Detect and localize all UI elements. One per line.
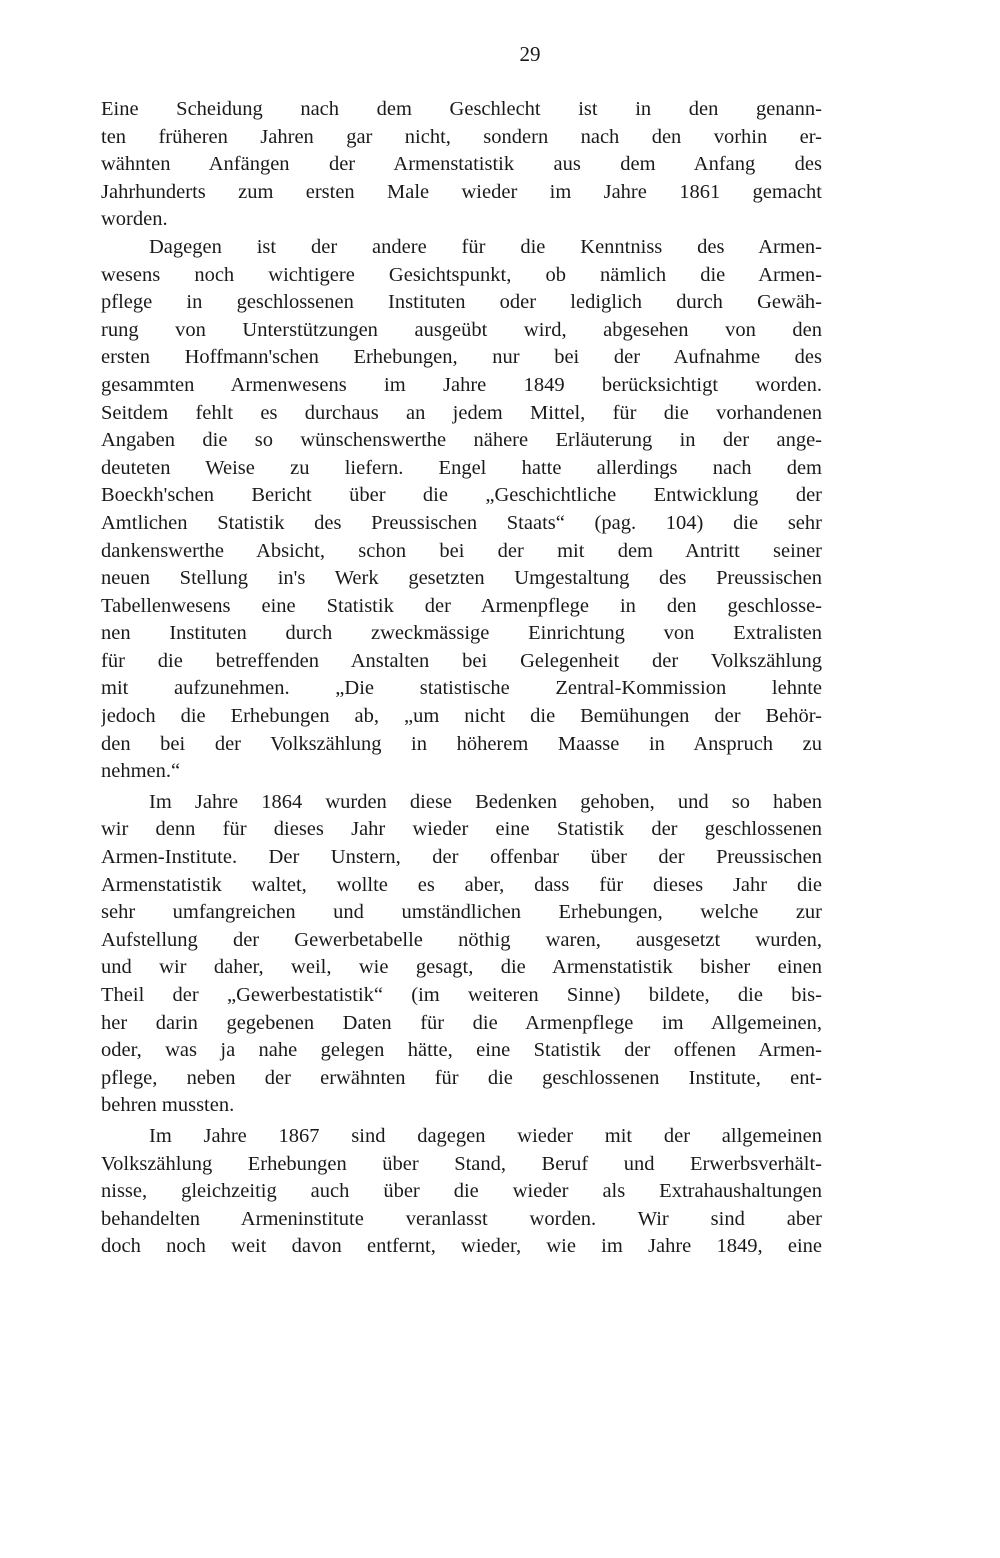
paragraph-start-line: Im Jahre 1864 wurden diese Bedenken gehoben, und so haben xyxy=(149,790,822,813)
text-line: Armen-Institute. Der Unstern, der offenbar über der Preussischen xyxy=(101,846,822,869)
text-line: ersten Hoffmann'schen Erhebungen, nur bei der Aufnahme des xyxy=(101,346,822,369)
text-line: Armenstatistik waltet, wollte es aber, dass für dieses Jahr die xyxy=(101,873,822,896)
text-line: nehmen.“ xyxy=(101,760,181,783)
text-line: den bei der Volkszählung in höherem Maasse in Anspruch zu xyxy=(101,732,822,755)
text-line: pflege, neben der erwähnten für die geschlossenen Institute, ent- xyxy=(101,1066,822,1089)
text-line: her darin gegebenen Daten für die Armenpflege im Allgemeinen, xyxy=(101,1011,822,1034)
text-line: dankenswerthe Absicht, schon bei der mit dem Antritt seiner xyxy=(101,539,822,562)
paragraph-start-line: Im Jahre 1867 sind dagegen wieder mit der allgemeinen xyxy=(149,1124,822,1147)
text-line: Aufstellung der Gewerbetabelle nöthig waren, ausgesetzt wurden, xyxy=(101,928,822,951)
text-line: und wir daher, weil, wie gesagt, die Armenstatistik bisher einen xyxy=(101,956,822,979)
text-line: deuteten Weise zu liefern. Engel hatte allerdings nach dem xyxy=(101,456,822,479)
paragraph-start-line: Dagegen ist der andere für die Kenntniss des Armen- xyxy=(149,235,822,258)
text-line: gesammten Armenwesens im Jahre 1849 berücksichtigt worden. xyxy=(101,373,822,396)
text-line: pflege in geschlossenen Instituten oder lediglich durch Gewäh- xyxy=(101,291,822,314)
text-line: neuen Stellung in's Werk gesetzten Umgestaltung des Preussischen xyxy=(101,567,822,590)
text-line: ten früheren Jahren gar nicht, sondern nach den vorhin er- xyxy=(101,125,822,148)
text-line: nen Instituten durch zweckmässige Einrichtung von Extralisten xyxy=(101,622,822,645)
text-line: behandelten Armeninstitute veranlasst worden. Wir sind aber xyxy=(101,1207,822,1230)
text-line: Eine Scheidung nach dem Geschlecht ist in den genann- xyxy=(101,98,822,120)
text-line: Amtlichen Statistik des Preussischen Staats“ (pag. 104) die sehr xyxy=(101,511,822,534)
text-line: oder, was ja nahe gelegen hätte, eine Statistik der offenen Armen- xyxy=(101,1039,822,1062)
text-line: mit aufzunehmen. „Die statistische Zentral-Kommission lehnte xyxy=(101,677,822,700)
text-line: wir denn für dieses Jahr wieder eine Statistik der geschlossenen xyxy=(101,818,822,841)
text-line: sehr umfangreichen und umständlichen Erhebungen, welche zur xyxy=(101,901,822,924)
text-line: Boeckh'schen Bericht über die „Geschichtliche Entwicklung der xyxy=(101,484,822,507)
page-number: 29 xyxy=(519,42,541,66)
text-line: Jahrhunderts zum ersten Male wieder im Jahre 1861 gemacht xyxy=(101,180,822,203)
text-line: worden. xyxy=(101,208,168,231)
text-line: für die betreffenden Anstalten bei Gelegenheit der Volkszählung xyxy=(101,649,822,672)
text-line: jedoch die Erhebungen ab, „um nicht die Bemühungen der Behör- xyxy=(101,705,822,728)
text-line: rung von Unterstützungen ausgeübt wird, abgesehen von den xyxy=(101,318,822,341)
text-line: Volkszählung Erhebungen über Stand, Beruf und Erwerbsverhält- xyxy=(101,1152,822,1175)
text-line: wesens noch wichtigere Gesichtspunkt, ob nämlich die Armen- xyxy=(101,263,822,286)
text-line: wähnten Anfängen der Armenstatistik aus dem Anfang des xyxy=(101,153,822,176)
text-line: Seitdem fehlt es durchaus an jedem Mittel, für die vorhandenen xyxy=(101,401,822,424)
text-line: Tabellenwesens eine Statistik der Armenpflege in den geschlosse- xyxy=(101,594,822,617)
text-line: behren mussten. xyxy=(101,1094,235,1117)
text-line: nisse, gleichzeitig auch über die wieder als Extrahaushaltungen xyxy=(101,1180,822,1203)
body-text xyxy=(101,96,822,1261)
text-line: doch noch weit davon entfernt, wieder, wie im Jahre 1849, eine xyxy=(101,1235,822,1258)
text-line: Angaben die so wünschenswerthe nähere Erläuterung in der ange- xyxy=(101,429,822,452)
text-line: Theil der „Gewerbestatistik“ (im weiteren Sinne) bildete, die bis- xyxy=(101,984,822,1006)
